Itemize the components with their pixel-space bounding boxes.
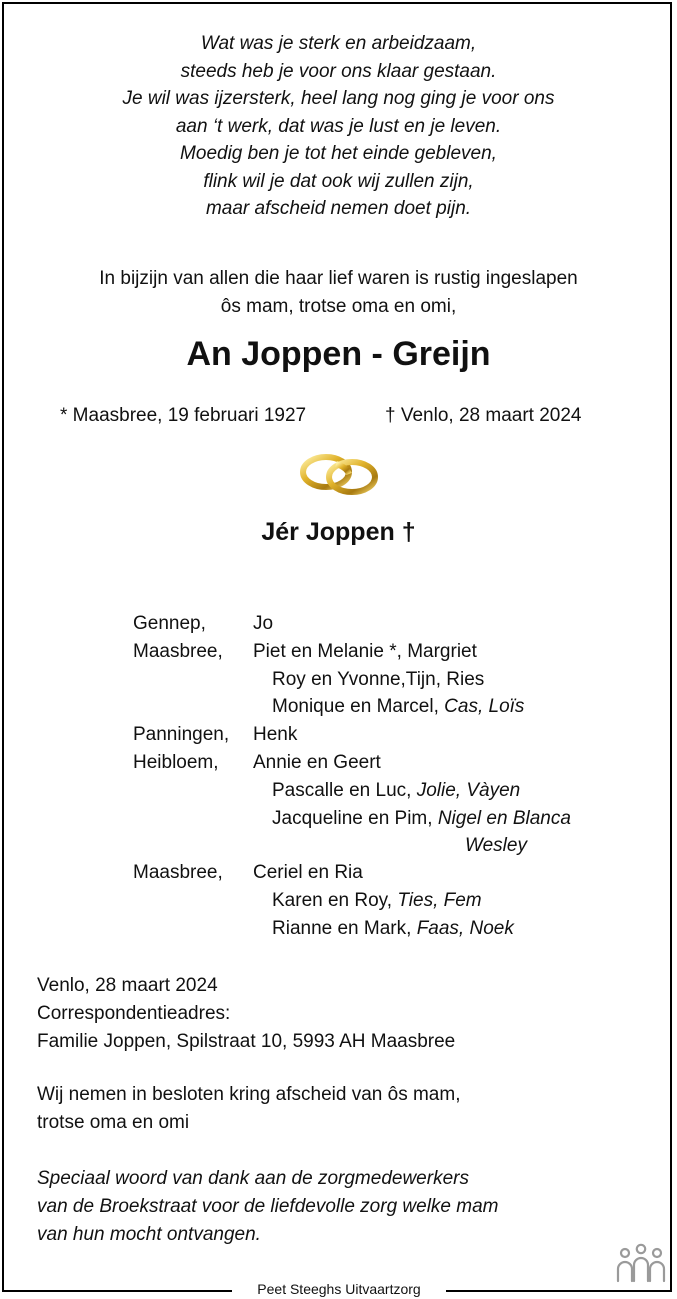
family-member: Ceriel en Ria (253, 862, 363, 883)
spouse-name: Jér Joppen † (261, 518, 416, 546)
undertaker-name: Peet Steeghs Uitvaartzorg (257, 1281, 421, 1297)
place-date: Venlo, 28 maart 2024 (37, 975, 218, 996)
farewell-block (37, 1081, 460, 1137)
grandchildren: Jolie, Vàyen (416, 780, 521, 801)
family-member: Piet en Melanie *, Margriet (253, 641, 477, 662)
poem-line: aan ‘t werk, dat was je lust en je leven. (175, 115, 502, 137)
family-member-name: Rianne en Mark, (272, 918, 412, 939)
farewell-line: Wij nemen in besloten kring afscheid van ôs mam, (37, 1084, 461, 1105)
family-place: Maasbree, (133, 862, 223, 883)
family-member-name: Jacqueline en Pim, (272, 808, 433, 829)
grandchildren: Wesley (465, 835, 527, 856)
poem-line: Je wil was ijzersterk, heel lang nog ging je voor ons (122, 88, 555, 109)
family-member (272, 890, 482, 912)
thanks-line: van hun mocht ontvangen. (37, 1224, 261, 1245)
thanks-block (37, 1165, 499, 1249)
family-place: Heibloem, (133, 752, 219, 773)
poem-line: flink wil je dat ook wij zullen zijn, (203, 170, 474, 192)
poem-line: Moedig ben je tot het einde gebleven, (180, 143, 497, 164)
poem-line: steeds heb je voor ons klaar gestaan. (180, 60, 497, 82)
correspondence-block (37, 972, 455, 1056)
intro-line: In bijzijn van allen die haar lief waren is rustig ingeslapen (99, 268, 578, 289)
family-member-name: Pascalle en Luc, (272, 780, 412, 801)
intro-text (0, 265, 677, 321)
grandchildren: Nigel en Blanca (437, 808, 571, 829)
frame-bottom-right (446, 1290, 672, 1292)
grandchildren: Ties, Fem (397, 890, 482, 911)
family-member: Roy en Yvonne,Tijn, Ries (272, 669, 485, 690)
people-group-icon (615, 1243, 667, 1283)
family-member (272, 918, 514, 940)
poem-line: Wat was je sterk en arbeidzaam, (200, 33, 477, 54)
family-member: Annie en Geert (253, 752, 381, 773)
thanks-line: van de Broekstraat voor de liefdevolle zorg welke mam (37, 1196, 499, 1217)
thanks-line: Speciaal woord van dank aan de zorgmedewerkers (37, 1168, 469, 1189)
frame-bottom-left (2, 1290, 232, 1292)
family-member-name: Karen en Roy, (272, 890, 393, 911)
correspondence-address: Familie Joppen, Spilstraat 10, 5993 AH Maasbree (37, 1031, 456, 1052)
family-member: Henk (253, 724, 298, 745)
death-date: † Venlo, 28 maart 2024 (385, 405, 582, 426)
grandchildren: Faas, Noek (416, 918, 514, 939)
correspondence-label: Correspondentieadres: (37, 1003, 231, 1024)
family-place: Panningen, (133, 724, 230, 745)
family-member (272, 696, 524, 718)
family-place: Maasbree, (133, 641, 223, 662)
grandchildren: Cas, Loïs (444, 696, 525, 717)
poem-line: maar afscheid nemen doet pijn. (205, 198, 472, 219)
family-member (272, 808, 571, 830)
poem (0, 30, 677, 223)
intro-line: ôs mam, trotse oma en omi, (220, 296, 457, 317)
deceased-name: An Joppen - Greijn (186, 335, 491, 373)
farewell-line: trotse oma en omi (37, 1112, 190, 1133)
family-member: Jo (253, 613, 274, 634)
birth-date: * Maasbree, 19 februari 1927 (60, 405, 307, 426)
family-member-name: Monique en Marcel, (272, 696, 439, 717)
wedding-rings-icon (298, 450, 380, 498)
family-place: Gennep, (133, 613, 206, 634)
family-member (272, 780, 520, 802)
